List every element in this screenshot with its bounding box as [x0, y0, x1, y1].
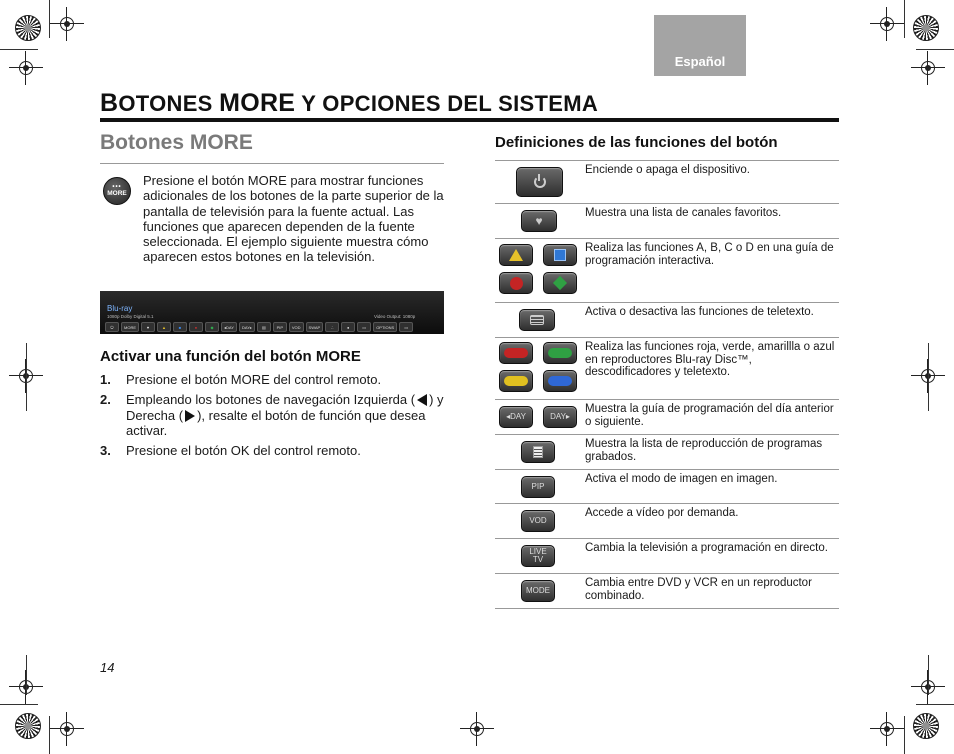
tv-source-title: Blu-ray: [107, 304, 133, 313]
step-number: 3.: [100, 443, 111, 459]
step-number: 2.: [100, 392, 111, 408]
definition-text: Cambia la televisión a programación en directo.: [585, 542, 828, 554]
tv-screen-button: ▭: [357, 322, 371, 332]
heading-cap: B: [100, 89, 119, 117]
section-title: Botones MORE: [100, 131, 253, 154]
tv-info-right: Video Output: 1080p: [374, 314, 416, 319]
definition-text: Muestra la guía de programación del día anterior o siguiente.: [585, 403, 834, 428]
page-number: 14: [100, 660, 115, 675]
table-row: [495, 539, 839, 574]
steps-list: [100, 372, 445, 463]
crosshair-mark: [15, 57, 37, 79]
crop-line: [49, 0, 50, 38]
tv-record-button: ●: [341, 322, 355, 332]
crosshair-mark: [917, 57, 939, 79]
tv-c-button: ●: [189, 322, 203, 332]
b-square-icon: [543, 244, 577, 266]
activate-title: Activar una función del botón MORE: [100, 348, 361, 365]
tv-power-button: ⏻: [105, 322, 119, 332]
step-item: [100, 443, 445, 458]
tv-day-next-button: DAY▸: [239, 322, 255, 332]
crop-line: [916, 704, 954, 705]
heading-more: MORE: [219, 89, 296, 117]
registration-star-top-left: [15, 15, 41, 41]
tv-pip-button: PIP: [273, 322, 287, 332]
tv-button-bar: [105, 322, 413, 332]
pip-icon: PIP: [521, 476, 555, 498]
table-row: [495, 161, 839, 204]
crop-line: [49, 716, 50, 754]
definition-text: Realiza las funciones roja, verde, amarillla o azul en reproductores Blu-ray Disc™, descodificadores y teletexto.: [585, 341, 835, 379]
tv-info-left: 1080p Dolby Digital 5.1: [107, 314, 154, 319]
tv-swap-button: SWAP: [306, 322, 324, 332]
language-tab-label: Español: [674, 54, 726, 69]
right-arrow-icon: [185, 410, 195, 422]
more-icon-label: MORE: [107, 190, 127, 197]
table-row: [495, 504, 839, 539]
table-row: [495, 303, 839, 338]
heading-rule: [100, 118, 839, 122]
tv-heart-button: ♥: [141, 322, 155, 332]
step-item: [100, 392, 445, 438]
day-prev-icon: ◂ DAY: [499, 406, 533, 428]
crosshair-mark: [56, 13, 78, 35]
crop-line: [0, 49, 38, 50]
crop-line: [26, 655, 27, 695]
tv-more-button: MORE: [121, 322, 139, 332]
more-button-icon: [103, 177, 131, 205]
tv-input-button: ▭: [399, 322, 413, 332]
yellow-button-icon: [499, 370, 533, 392]
power-icon: [516, 167, 563, 197]
list-icon: [521, 441, 555, 463]
mode-icon: MODE: [521, 580, 555, 602]
crop-line: [904, 716, 905, 754]
heading-part1: OTONES: [118, 91, 220, 116]
blue-button-icon: [543, 370, 577, 392]
step-text: Presione el botón OK del control remoto.: [126, 443, 361, 459]
left-arrow-icon: [417, 394, 427, 406]
step-item: [100, 372, 445, 387]
tv-day-prev-button: ◂DAY: [221, 322, 237, 332]
registration-star-bottom-right: [913, 713, 939, 739]
heart-icon: ♥: [521, 210, 557, 232]
section-rule: [100, 163, 444, 164]
crop-line: [928, 655, 929, 695]
heading-part2: Y OPCIONES DEL SISTEMA: [295, 91, 599, 116]
table-row: [495, 338, 839, 400]
red-button-icon: [499, 342, 533, 364]
table-row: [495, 204, 839, 239]
crop-line: [0, 704, 38, 705]
definition-text: Enciende o apaga el dispositivo.: [585, 164, 750, 176]
vod-icon: VOD: [521, 510, 555, 532]
table-row: [495, 400, 839, 435]
step-number: 1.: [100, 372, 111, 387]
table-row: [495, 470, 839, 504]
definitions-table: [495, 160, 839, 609]
crop-line: [928, 343, 929, 411]
tv-misc-button: ∴: [325, 322, 339, 332]
definition-text: Muestra la lista de reproducción de programas grabados.: [585, 438, 823, 463]
intro-text: Presione el botón MORE para mostrar funciones adicionales de los botones de la parte superior de la pantalla de televisión para la fuente actual. Las funciones que aparecen dependen de la fuente seleccionada. El ejemplo siguiente muestra cómo aparecen estos botones en la televisión.: [143, 173, 444, 265]
d-diamond-icon: [543, 272, 577, 294]
green-button-icon: [543, 342, 577, 364]
definition-text: Cambia entre DVD y VCR en un reproductor combinado.: [585, 577, 812, 602]
step-text: Presione el botón MORE del control remoto.: [126, 372, 382, 387]
crop-line: [904, 0, 905, 38]
table-row: [495, 574, 839, 609]
crop-line: [26, 343, 27, 411]
more-dots: •••: [112, 184, 122, 190]
tv-options-button: OPTIONS: [373, 322, 397, 332]
step-text: Empleando los botones de navegación Izquierda ( ) y Derecha ( ), resalte el botón de función que desea activar.: [126, 392, 444, 438]
crosshair-mark: [876, 718, 898, 740]
page-heading: [100, 89, 598, 118]
crosshair-mark: [56, 718, 78, 740]
table-row: [495, 435, 839, 470]
definition-text: Realiza las funciones A, B, C o D en una guía de programación interactiva.: [585, 242, 834, 267]
c-circle-icon: [499, 272, 533, 294]
tv-d-button: ◆: [205, 322, 219, 332]
definition-text: Activa o desactiva las funciones de teletexto.: [585, 306, 814, 318]
teletext-icon: [519, 309, 555, 331]
registration-star-bottom-left: [15, 713, 41, 739]
definition-text: Accede a vídeo por demanda.: [585, 507, 739, 519]
tv-a-button: ▲: [157, 322, 171, 332]
crosshair-mark: [876, 13, 898, 35]
definition-text: Muestra una lista de canales favoritos.: [585, 207, 782, 219]
livetv-icon: LIVE TV: [521, 545, 555, 567]
crop-line: [916, 49, 954, 50]
registration-star-top-right: [913, 15, 939, 41]
day-next-icon: DAY ▸: [543, 406, 577, 428]
table-row: [495, 239, 839, 303]
definition-text: Activa el modo de imagen en imagen.: [585, 473, 778, 485]
tv-screen-example: [100, 291, 444, 334]
language-tab: [654, 15, 746, 76]
definitions-title: Definiciones de las funciones del botón: [495, 134, 778, 151]
a-triangle-icon: [499, 244, 533, 266]
tv-vod-button: VOD: [289, 322, 304, 332]
tv-list-button: ▤: [257, 322, 271, 332]
crosshair-mark: [466, 718, 488, 740]
tv-b-button: ■: [173, 322, 187, 332]
